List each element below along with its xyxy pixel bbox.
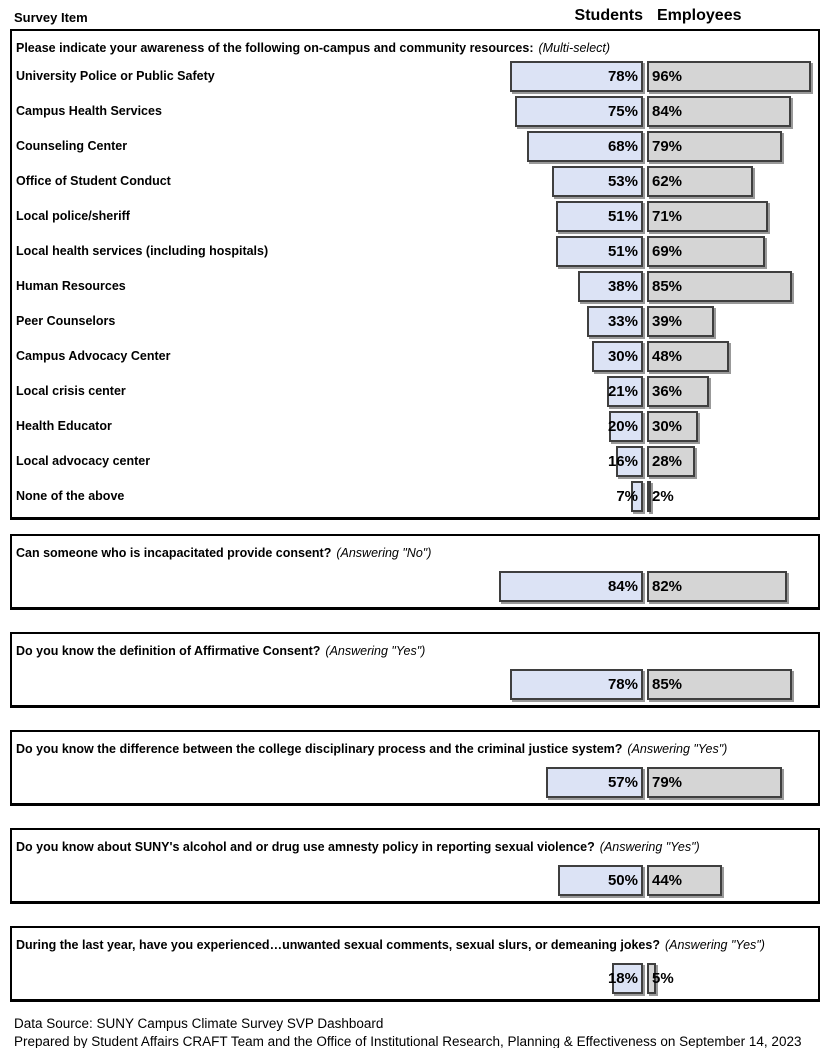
awareness-row — [14, 59, 818, 94]
students-value: 78% — [607, 676, 638, 693]
row-label: Counseling Center — [16, 139, 128, 153]
row-label: Campus Advocacy Center — [16, 349, 171, 363]
question-box-disciplinary-process — [10, 730, 820, 806]
students-value: 7% — [616, 488, 638, 505]
row-label: Campus Health Services — [16, 104, 162, 118]
awareness-question-line — [14, 37, 818, 59]
employees-value: 44% — [652, 872, 683, 889]
question-note: (Multi-select) — [538, 41, 611, 55]
row-label: University Police or Public Safety — [16, 69, 215, 83]
awareness-row — [14, 374, 818, 409]
question-line — [14, 738, 818, 760]
awareness-row — [14, 164, 818, 199]
awareness-row — [14, 304, 818, 339]
survey-item-column-header: Survey Item — [14, 10, 88, 25]
question-text: Do you know the difference between the college disciplinary process and the criminal justice system? — [16, 742, 623, 756]
question-bar-row — [14, 569, 818, 604]
question-text: During the last year, have you experienced…unwanted sexual comments, sexual slurs, or demeaning jokes? — [16, 938, 660, 952]
row-label: Peer Counselors — [16, 314, 116, 328]
employees-value: 79% — [652, 774, 683, 791]
row-label: Local police/sheriff — [16, 209, 130, 223]
question-box-unwanted-comments — [10, 926, 820, 1002]
question-text: Do you know the definition of Affirmative Consent? — [16, 644, 321, 658]
row-label: Office of Student Conduct — [16, 174, 171, 188]
students-value: 38% — [607, 278, 638, 295]
awareness-row — [14, 234, 818, 269]
question-box-affirmative-consent — [10, 632, 820, 708]
question-text: Can someone who is incapacitated provide consent? — [16, 546, 332, 560]
students-value: 53% — [607, 173, 638, 190]
question-bar-row — [14, 667, 818, 702]
awareness-row — [14, 409, 818, 444]
employees-value: 79% — [652, 138, 683, 155]
employees-value: 69% — [652, 243, 683, 260]
question-box-amnesty-policy — [10, 828, 820, 904]
employees-value: 28% — [652, 453, 683, 470]
students-value: 78% — [607, 68, 638, 85]
question-note: (Answering "No") — [336, 546, 432, 560]
column-header — [0, 0, 825, 29]
employees-value: 85% — [652, 278, 683, 295]
employees-value: 71% — [652, 208, 683, 225]
awareness-row — [14, 94, 818, 129]
row-label: Health Educator — [16, 419, 112, 433]
question-note: (Answering "Yes") — [599, 840, 700, 854]
employees-bar — [647, 481, 651, 512]
awareness-row — [14, 129, 818, 164]
question-line — [14, 836, 818, 858]
row-label: Local crisis center — [16, 384, 126, 398]
employees-value: 30% — [652, 418, 683, 435]
row-label: None of the above — [16, 489, 125, 503]
row-label: Local health services (including hospitals) — [16, 244, 269, 258]
employees-value: 96% — [652, 68, 683, 85]
awareness-section — [10, 29, 820, 520]
students-value: 50% — [607, 872, 638, 889]
data-source-note: Data Source: SUNY Campus Climate Survey SVP Dashboard — [14, 1016, 384, 1031]
employees-value: 85% — [652, 676, 683, 693]
employees-value: 62% — [652, 173, 683, 190]
students-value: 51% — [607, 243, 638, 260]
students-value: 30% — [607, 348, 638, 365]
students-value: 51% — [607, 208, 638, 225]
question-note: (Answering "Yes") — [325, 644, 426, 658]
question-box-consent-incapacitated — [10, 534, 820, 610]
students-value: 18% — [607, 970, 638, 987]
employees-value: 5% — [652, 970, 674, 987]
students-value: 16% — [607, 453, 638, 470]
employees-value: 2% — [652, 488, 674, 505]
question-line — [14, 640, 818, 662]
employees-value: 48% — [652, 348, 683, 365]
students-value: 84% — [607, 578, 638, 595]
question-line — [14, 542, 818, 564]
question-bar-row — [14, 863, 818, 898]
prepared-by-note: Prepared by Student Affairs CRAFT Team and the Office of Institutional Research, Planning & Effectiveness on September 14, 2023 — [14, 1033, 802, 1048]
employees-value: 84% — [652, 103, 683, 120]
employees-value: 82% — [652, 578, 683, 595]
row-label: Human Resources — [16, 279, 126, 293]
question-text: Do you know about SUNY's alcohol and or drug use amnesty policy in reporting sexual violence? — [16, 840, 595, 854]
awareness-row — [14, 444, 818, 479]
series-headers — [472, 7, 818, 25]
employees-value: 39% — [652, 313, 683, 330]
students-value: 33% — [607, 313, 638, 330]
question-note: (Answering "Yes") — [664, 938, 765, 952]
question-bar-row — [14, 961, 818, 996]
footer — [0, 1002, 825, 1048]
awareness-row — [14, 269, 818, 304]
question-line — [14, 934, 818, 956]
question-note: (Answering "Yes") — [627, 742, 728, 756]
question-text: Please indicate your awareness of the following on-campus and community resources: — [16, 41, 534, 55]
row-label: Local advocacy center — [16, 454, 151, 468]
students-value: 57% — [607, 774, 638, 791]
students-value: 20% — [607, 418, 638, 435]
employees-column-header: Employees — [657, 7, 742, 24]
students-value: 68% — [607, 138, 638, 155]
students-column-header: Students — [574, 7, 643, 24]
students-value: 21% — [607, 383, 638, 400]
employees-value: 36% — [652, 383, 683, 400]
awareness-row — [14, 479, 818, 514]
awareness-row — [14, 339, 818, 374]
question-bar-row — [14, 765, 818, 800]
awareness-row — [14, 199, 818, 234]
students-value: 75% — [607, 103, 638, 120]
